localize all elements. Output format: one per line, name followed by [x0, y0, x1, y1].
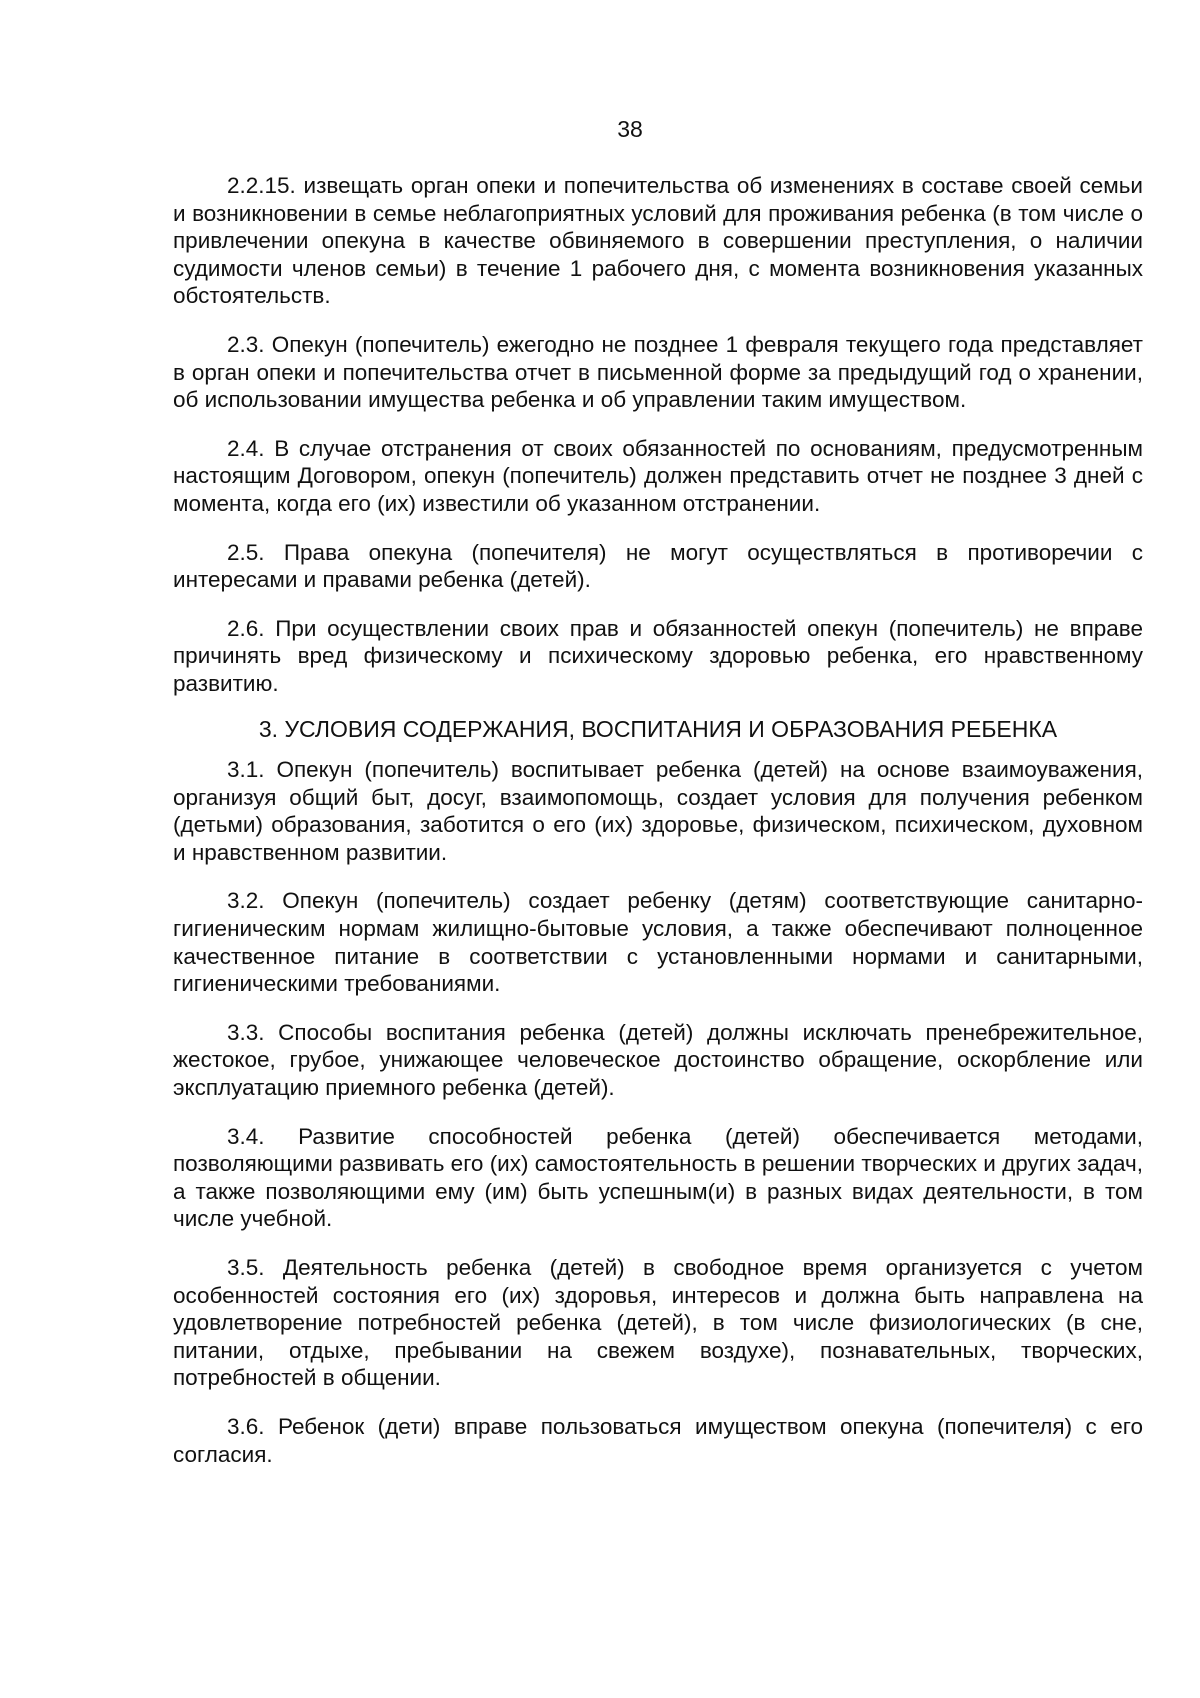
- document-body: [173, 172, 1143, 1468]
- paragraph-3-4: 3.4. Развитие способностей ребенка (детей) обеспечивается методами, позволяющими развивать его (их) самостоятельность в решении творческих и других задач, а также позволяющими ему (им) быть успешным(и) в разных видах деятельности, в том числе учебной.: [173, 1123, 1143, 1232]
- paragraph-2-6: 2.6. При осуществлении своих прав и обязанностей опекун (попечитель) не вправе причинять вред физическому и психическому здоровью ребенка, его нравственному развитию.: [173, 615, 1143, 696]
- paragraph-2-5: 2.5. Права опекуна (попечителя) не могут осуществляться в противоречии с интересами и правами ребенка (детей).: [173, 539, 1143, 593]
- section-3-heading: 3. УСЛОВИЯ СОДЕРЖАНИЯ, ВОСПИТАНИЯ И ОБРАЗОВАНИЯ РЕБЕНКА: [258, 715, 1058, 742]
- paragraph-2-2-15: 2.2.15. извещать орган опеки и попечительства об изменениях в составе своей семьи и возникновении в семье неблагоприятных условий для проживания ребенка (в том числе о привлечении опекуна в качестве обвиняемого в совершении преступления, о наличии судимости членов семьи) в течение 1 рабочего дня, с момента возникновения указанных обстоятельств.: [173, 173, 1143, 309]
- paragraph-3-3: 3.3. Способы воспитания ребенка (детей) должны исключать пренебрежительное, жестокое, грубое, унижающее человеческое достоинство обращение, оскорбление или эксплуатацию приемного ребенка (детей).: [173, 1019, 1143, 1101]
- paragraph-3-5: 3.5. Деятельность ребенка (детей) в свободное время организуется с учетом особенностей состояния его (их) здоровья, интересов и должна быть направлена на удовлетворение потребностей ребенка (детей), в том числе физиологических (в сне, питании, отдыхе, пребывании на свежем воздухе), познавательных, творческих, потребностей в общении.: [173, 1255, 1143, 1391]
- paragraph-2-3: 2.3. Опекун (попечитель) ежегодно не позднее 1 февраля текущего года представляет в орган опеки и попечительства отчет в письменной форме за предыдущий год о хранении, об использовании имущества ребенка и об управлении таким имуществом.: [173, 331, 1143, 413]
- paragraph-3-1: 3.1. Опекун (попечитель) воспитывает ребенка (детей) на основе взаимоуважения, организуя общий быт, досуг, взаимопомощь, создает условия для получения ребенком (детьми) образования, заботится о его (их) здоровье, физическом, психическом, духовном и нравственном развитии.: [173, 757, 1143, 865]
- paragraph-3-6: 3.6. Ребенок (дети) вправе пользоваться имуществом опекуна (попечителя) с его согласия.: [173, 1413, 1143, 1467]
- page-number: 38: [617, 116, 643, 142]
- paragraph-2-4: 2.4. В случае отстранения от своих обязанностей по основаниям, предусмотренным настоящим Договором, опекун (попечитель) должен представить отчет не позднее 3 дней с момента, когда его (их) известили об указанном отстранении.: [173, 435, 1143, 516]
- paragraph-3-2: 3.2. Опекун (попечитель) создает ребенку (детям) соответствующие санитарно-гигиеническим нормам жилищно-бытовые условия, а также обеспечивают полноценное качественное питание в соответствии с установленными нормами и санитарными, гигиеническими требованиями.: [173, 888, 1143, 997]
